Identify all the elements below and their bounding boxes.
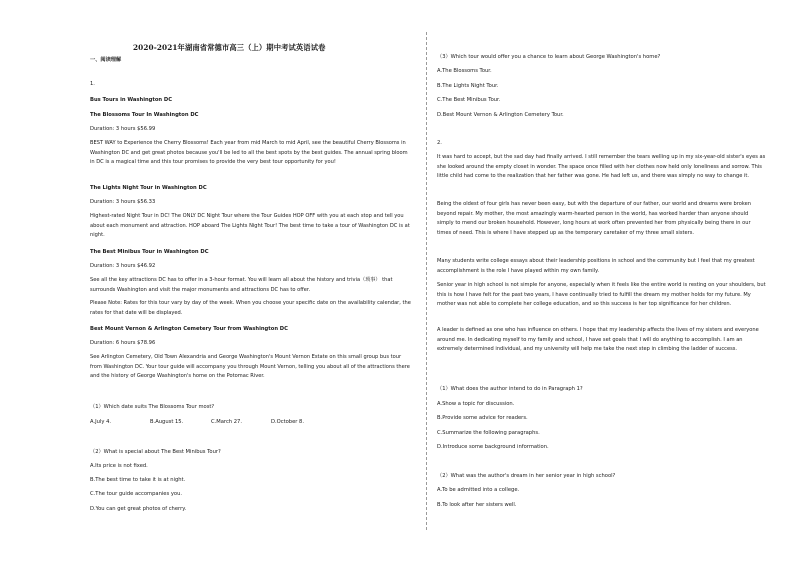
answer-option[interactable]: C.Summarize the following paragraphs. — [437, 430, 540, 436]
answer-option[interactable]: C.The tour guide accompanies you. — [90, 491, 183, 497]
answer-option[interactable]: B.The best time to take it is at night. — [90, 477, 186, 483]
tour-description: BEST WAY to Experience the Cherry Blossoms! Each year from mid March to mid April, see the beautiful Cherry Blossoms in Washington DC and get great photos because you'll be led to all the best spots by the best guides. The annual spring bloom in DC is a magical time and this tour promises to provide the very best tour opportunity for you! — [90, 140, 408, 166]
tour-description: See Arlington Cemetery, Old Town Alexandria and George Washington's Mount Vernon Estate on this small group bus tour from Washington DC. Your tour guide will accompany you through Mount Vernon, telling you about all of the attractions there and the history of George Washington's home on the Potomac River. — [90, 354, 410, 380]
options-row — [90, 418, 412, 428]
question-stem: （2）What was the author's dream in her senior year in high school? — [437, 473, 616, 479]
answer-option[interactable]: C.The Best Minibus Tour. — [437, 97, 501, 103]
passage-heading: Bus Tours in Washington DC — [90, 97, 173, 103]
answer-option[interactable]: A.To be admitted into a college. — [437, 487, 520, 493]
tour-duration: Duration: 6 hours $78.96 — [90, 340, 156, 346]
section-heading: 一、阅读理解 — [90, 57, 122, 63]
page-title: 2020-2021年湖南省常德市高三（上）期中考试英语试卷 — [133, 43, 326, 52]
answer-option[interactable]: A.Show a topic for discussion. — [437, 401, 515, 407]
passage-paragraph: Many students write college essays about their leadership positions in school and the community but I feel that my greatest accomplishment is the role I have played within my own family. — [437, 258, 755, 274]
question-stem: （1）Which date suits The Blossoms Tour most? — [90, 404, 215, 410]
question-number: 1. — [90, 81, 95, 87]
column-divider — [426, 32, 427, 530]
tour-duration: Duration: 3 hours $56.99 — [90, 126, 156, 132]
question-stem: （2）What is special about The Best Minibus Tour? — [90, 449, 221, 455]
answer-option[interactable]: D.Introduce some background information. — [437, 444, 549, 450]
answer-option[interactable]: C.March 27. — [211, 419, 242, 425]
answer-option[interactable]: D.Best Mount Vernon & Arlington Cemetery Tour. — [437, 112, 564, 118]
passage-paragraph: Being the oldest of four girls has never been easy, but with the departure of our father, our world and dreams were broken beyond repair. My mother, the most amazingly warm-hearted person in the world, has worked harder than anyone should simply to mend our broken household. However, long hours at work often prevented her from physically being there in our times of need. This is where I have stepped up as the temporary caretaker of my three small sisters. — [437, 201, 752, 236]
tour-duration: Duration: 3 hours $56.33 — [90, 199, 156, 205]
tour-name: The Lights Night Tour in Washington DC — [90, 185, 207, 191]
question-stem: （3）Which tour would offer you a chance to learn about George Washington's home? — [437, 54, 661, 60]
answer-option[interactable]: A.The Blossoms Tour. — [437, 68, 492, 74]
tour-description: See all the key attractions DC has to offer in a 3-hour format. You will learn all about the history and trivia（琐事） that surrounds Washington and visit the major monuments and attractions DC has to offer. — [90, 277, 393, 293]
tour-name: The Blossoms Tour In Washington DC — [90, 112, 199, 118]
question-number: 2. — [437, 140, 442, 146]
tour-duration: Duration: 3 hours $46.92 — [90, 263, 156, 269]
question-stem: （1）What does the author intend to do in Paragraph 1? — [437, 386, 583, 392]
tour-description: Highest-rated Night Tour in DC! The ONLY DC Night Tour where the Tour Guides HOP OFF with you at each stop and tell you about each monument and attraction. HOP aboard The Lights Night Tour! The best time to take a tour of Washington DC is at night. — [90, 213, 410, 239]
answer-option[interactable]: A.July 4. — [90, 419, 112, 425]
answer-option[interactable]: D.October 8. — [271, 419, 305, 425]
answer-option[interactable]: A.Its price is not fixed. — [90, 463, 148, 469]
answer-option[interactable]: B.The Lights Night Tour. — [437, 83, 499, 89]
answer-option[interactable]: B.To look after her sisters well. — [437, 502, 517, 508]
tour-name: Best Mount Vernon & Arlington Cemetery Tour from Washington DC — [90, 326, 288, 332]
tour-note: Please Note: Rates for this tour vary by day of the week. When you choose your specific date on the availability calendar, the rates for that date will be displayed. — [90, 300, 411, 316]
tour-name: The Best Minibus Tour in Washington DC — [90, 249, 209, 255]
answer-option[interactable]: B.August 15. — [150, 419, 184, 425]
answer-option[interactable]: B.Provide some advice for readers. — [437, 415, 528, 421]
answer-option[interactable]: D.You can get great photos of cherry. — [90, 506, 187, 512]
passage-paragraph: A leader is defined as one who has influence on others. I hope that my leadership affects the lives of my sisters and everyone around me. In dedicating myself to my family and school, I have set goals that I will do anything to accomplish. I am an extremely determined individual, and my university will help me take the next step in climbing the ladder of success. — [437, 327, 759, 353]
passage-paragraph: It was hard to accept, but the sad day had finally arrived. I still remember the tears welling up in my six-year-old sister's eyes as she looked around the empty closet in wonder. The space once filled with her clothes now held only loneliness and sorrow. This little child had come to the realization that her father was gone. He had left us, and there was simply no way to change it. — [437, 154, 766, 180]
passage-paragraph: Senior year in high school is not simple for anyone, especially when it feels like the entire world is resting on your shoulders, but this is how I have felt for the past two years, I have continually tried to fulfill the dream my mother holds for my future. My mother was not able to complete her college education, and so this success is her top significance for her children. — [437, 282, 766, 308]
